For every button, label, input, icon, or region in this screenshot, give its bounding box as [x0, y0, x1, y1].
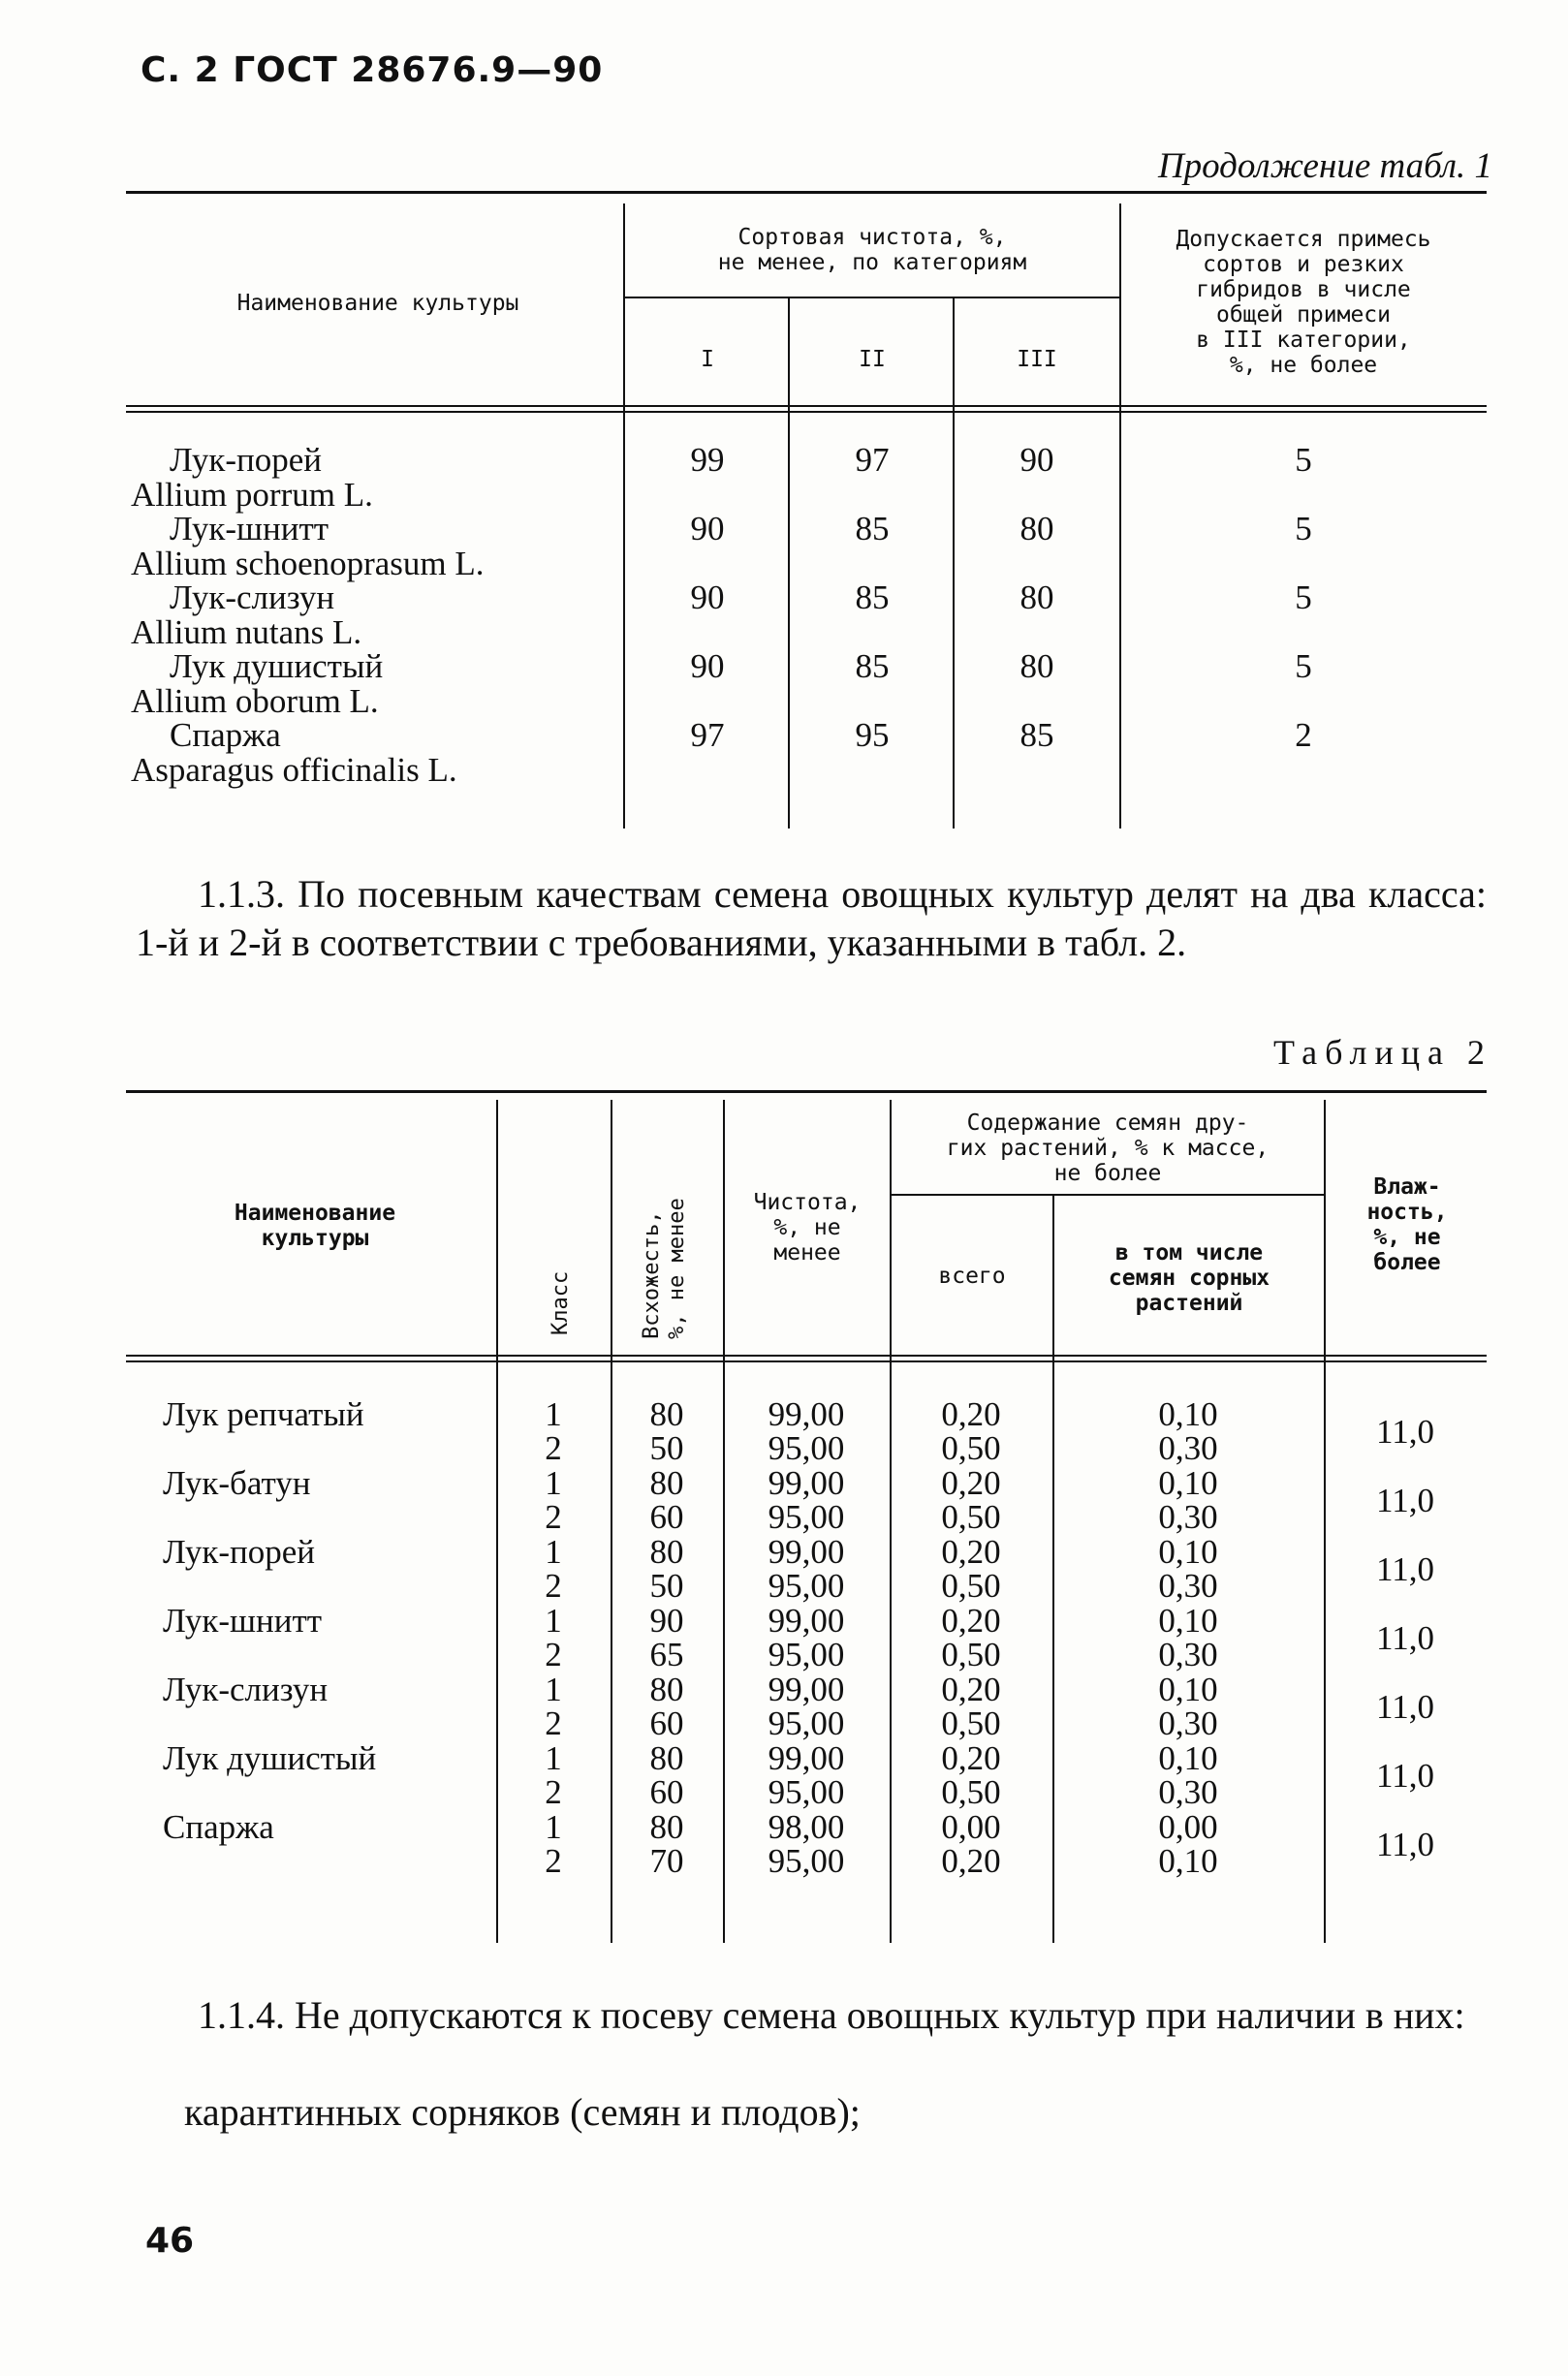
table2-row-purity: 95,00 [768, 1636, 845, 1673]
table2-row-total: 0,50 [941, 1498, 1001, 1536]
table2-row-purity: 95,00 [768, 1498, 845, 1536]
table1-cat-ii-header: II [859, 347, 886, 372]
table1-row-cat-ii: 97 [855, 441, 890, 479]
table1-row-name-ru: Лук-слизун [170, 578, 335, 616]
table2-row-class: 1 [545, 1808, 562, 1846]
table2-row-germ: 60 [649, 1704, 684, 1742]
paragraph-1-1-3: 1.1.3. По посевным качествам семена овощных культур делят на два класса: 1-й и 2-й в соответствии с требованиями, указанными в табл. 2. [136, 872, 1487, 964]
table2-row-weeds: 0,10 [1158, 1602, 1218, 1640]
table2-row-purity: 95,00 [768, 1567, 845, 1605]
table2-row-purity: 99,00 [768, 1671, 845, 1708]
table2-head-rule-b [126, 1360, 1487, 1362]
table2-row-moist: 11,0 [1376, 1550, 1434, 1588]
table2-row-name: Лук-батун [163, 1464, 311, 1502]
table2-row-total: 0,20 [941, 1602, 1001, 1640]
table1-head-rule-a [126, 405, 1487, 407]
table2-row-moist: 11,0 [1376, 1619, 1434, 1657]
table1-row-cat-ii: 95 [855, 716, 890, 754]
table1-row-cat-i: 97 [690, 716, 725, 754]
table1-vline-4 [1119, 203, 1121, 828]
page-header: С. 2 ГОСТ 28676.9—90 [141, 50, 604, 90]
table2-row-class: 2 [545, 1773, 562, 1811]
table2-row-name: Лук душистый [163, 1739, 377, 1777]
table2-row-name: Лук-слизун [163, 1671, 329, 1708]
table2-row-class: 2 [545, 1842, 562, 1880]
table2-row-weeds: 0,10 [1158, 1395, 1218, 1433]
table2-row-weeds: 0,30 [1158, 1498, 1218, 1536]
table2-row-germ: 70 [649, 1842, 684, 1880]
table2-row-moist: 11,0 [1376, 1482, 1434, 1519]
table1-top-rule [126, 191, 1487, 194]
table2-row-total: 0,50 [941, 1704, 1001, 1742]
table1-row-cat-i: 99 [690, 441, 725, 479]
table2-row-class: 2 [545, 1704, 562, 1742]
table2-row-name: Лук-порей [163, 1533, 316, 1571]
table1-col-name-header: Наименование культуры [236, 291, 519, 316]
table2-row-purity: 99,00 [768, 1739, 845, 1777]
table1-cat-iii-header: III [1017, 347, 1057, 372]
table2-row-total: 0,20 [941, 1842, 1001, 1880]
table2-row-germ: 50 [649, 1567, 684, 1605]
table1-row-name-lat: Allium porrum L. [131, 476, 373, 514]
table2-row-weeds: 0,10 [1158, 1533, 1218, 1571]
table2-row-purity: 95,00 [768, 1429, 845, 1467]
table1-row-cat-ii: 85 [855, 647, 890, 685]
table1-row-name-lat: Allium oborum L. [131, 682, 379, 720]
table2-col-other-header: Содержание семян дру- гих растений, % к массе, не более [946, 1110, 1270, 1186]
table1-col-admix-header: Допускается примесь сортов и резких гибридов в числе общей примеси в III категории, %, не более [1176, 227, 1431, 378]
table2-row-purity: 99,00 [768, 1602, 845, 1640]
table1-row-admix: 2 [1295, 716, 1312, 754]
table1-cat-i-header: I [701, 347, 714, 372]
table2-row-weeds: 0,10 [1158, 1464, 1218, 1502]
table1-row-cat-iii: 85 [1019, 716, 1054, 754]
table1-row-name-ru: Лук душистый [170, 647, 384, 685]
table1-row-name-lat: Allium schoenoprasum L. [131, 545, 485, 582]
table1-row-cat-iii: 80 [1019, 647, 1054, 685]
table2-row-purity: 95,00 [768, 1842, 845, 1880]
table2-row-name: Лук репчатый [163, 1395, 364, 1433]
table2-row-moist: 11,0 [1376, 1413, 1434, 1451]
table2-row-weeds: 0,30 [1158, 1429, 1218, 1467]
table2-row-moist: 11,0 [1376, 1688, 1434, 1726]
table1-row-admix: 5 [1295, 510, 1312, 547]
table2-row-total: 0,50 [941, 1636, 1001, 1673]
table2-col-moist-header: Влаж- ность, %, не более [1366, 1174, 1448, 1275]
table2-row-germ: 50 [649, 1429, 684, 1467]
table2-row-weeds: 0,10 [1158, 1842, 1218, 1880]
table2-col-purity-header: Чистота, %, не менее [753, 1190, 862, 1266]
table2-col-germ-header: Всхожесть, %, не менее [640, 1198, 689, 1339]
table2-row-purity: 95,00 [768, 1773, 845, 1811]
table2-row-germ: 80 [649, 1464, 684, 1502]
table2-col-total-header: всего [938, 1264, 1006, 1289]
table1-head-rule-b [126, 411, 1487, 413]
table2-row-name: Лук-шнитт [163, 1602, 323, 1640]
table2-col-class-header: Класс [549, 1270, 573, 1335]
table2-vline-6 [1324, 1100, 1326, 1943]
table2-col-name-header: Наименование культуры [234, 1201, 396, 1251]
table2-row-class: 2 [545, 1498, 562, 1536]
table2-row-class: 1 [545, 1739, 562, 1777]
table1-row-cat-i: 90 [690, 510, 725, 547]
paragraph-1-1-4: 1.1.4. Не допускаются к посеву семена овощных культур при наличии в них: [198, 1993, 1465, 2037]
table1-row-cat-i: 90 [690, 647, 725, 685]
table1-continuation-label: Продолжение табл. 1 [1157, 146, 1492, 186]
table1-row-name-lat: Asparagus officinalis L. [131, 751, 457, 789]
table2-row-germ: 80 [649, 1395, 684, 1433]
table2-row-class: 1 [545, 1395, 562, 1433]
table2-top-rule [126, 1090, 1487, 1093]
table2-row-moist: 11,0 [1376, 1826, 1434, 1863]
table1-row-cat-ii: 85 [855, 578, 890, 616]
table1-row-name-ru: Лук-шнитт [170, 510, 329, 547]
table2-row-total: 0,20 [941, 1464, 1001, 1502]
table2-row-germ: 60 [649, 1773, 684, 1811]
table2-row-germ: 80 [649, 1808, 684, 1846]
table1-row-cat-i: 90 [690, 578, 725, 616]
table2-other-subrule [892, 1194, 1324, 1196]
table2-row-class: 1 [545, 1464, 562, 1502]
table2-row-weeds: 0,00 [1158, 1808, 1218, 1846]
table2-row-total: 0,20 [941, 1671, 1001, 1708]
table2-row-purity: 98,00 [768, 1808, 845, 1846]
table2-row-class: 2 [545, 1567, 562, 1605]
table1-col-purity-header: Сортовая чистота, %, не менее, по категориям [717, 225, 1027, 275]
paragraph-1-1-4-item: карантинных сорняков (семян и плодов); [184, 2090, 861, 2134]
table2-row-class: 2 [545, 1429, 562, 1467]
table2-row-class: 1 [545, 1602, 562, 1640]
table2-row-class: 1 [545, 1533, 562, 1571]
table1-row-cat-ii: 85 [855, 510, 890, 547]
table1-row-name-lat: Allium nutans L. [131, 613, 362, 651]
table2-row-total: 0,50 [941, 1773, 1001, 1811]
table1-row-cat-iii: 80 [1019, 578, 1054, 616]
table2-row-weeds: 0,10 [1158, 1671, 1218, 1708]
table2-row-germ: 90 [649, 1602, 684, 1640]
table2-row-total: 0,20 [941, 1533, 1001, 1571]
table2-row-germ: 60 [649, 1498, 684, 1536]
table2-row-total: 0,50 [941, 1567, 1001, 1605]
table2-row-purity: 99,00 [768, 1395, 845, 1433]
table2-row-purity: 99,00 [768, 1533, 845, 1571]
table2-row-moist: 11,0 [1376, 1757, 1434, 1795]
table2-row-name: Спаржа [163, 1808, 274, 1846]
table2-row-germ: 80 [649, 1671, 684, 1708]
table1-purity-subrule [625, 297, 1119, 298]
table2-row-weeds: 0,30 [1158, 1773, 1218, 1811]
table2-row-purity: 95,00 [768, 1704, 845, 1742]
table1-row-admix: 5 [1295, 578, 1312, 616]
table2-col-weeds-header: в том числе семян сорных растений [1108, 1240, 1270, 1316]
table2-row-germ: 80 [649, 1533, 684, 1571]
table2-row-germ: 80 [649, 1739, 684, 1777]
table2-row-weeds: 0,10 [1158, 1739, 1218, 1777]
table2-row-purity: 99,00 [768, 1464, 845, 1502]
table2-row-class: 2 [545, 1636, 562, 1673]
table2-head-rule-a [126, 1355, 1487, 1357]
table1-row-name-ru: Лук-порей [170, 441, 323, 479]
table1-row-cat-iii: 90 [1019, 441, 1054, 479]
page-number: 46 [145, 2221, 195, 2261]
table2-row-germ: 65 [649, 1636, 684, 1673]
table1-row-name-ru: Спаржа [170, 716, 281, 754]
table2-row-total: 0,20 [941, 1739, 1001, 1777]
table1-row-admix: 5 [1295, 441, 1312, 479]
table2-row-total: 0,20 [941, 1395, 1001, 1433]
table2-row-total: 0,00 [941, 1808, 1001, 1846]
table2-row-total: 0,50 [941, 1429, 1001, 1467]
table2-row-class: 1 [545, 1671, 562, 1708]
table2-row-weeds: 0,30 [1158, 1704, 1218, 1742]
table2-row-weeds: 0,30 [1158, 1636, 1218, 1673]
table1-row-admix: 5 [1295, 647, 1312, 685]
table1-row-cat-iii: 80 [1019, 510, 1054, 547]
table2-label: Таблица 2 [1273, 1033, 1492, 1072]
table2-row-weeds: 0,30 [1158, 1567, 1218, 1605]
